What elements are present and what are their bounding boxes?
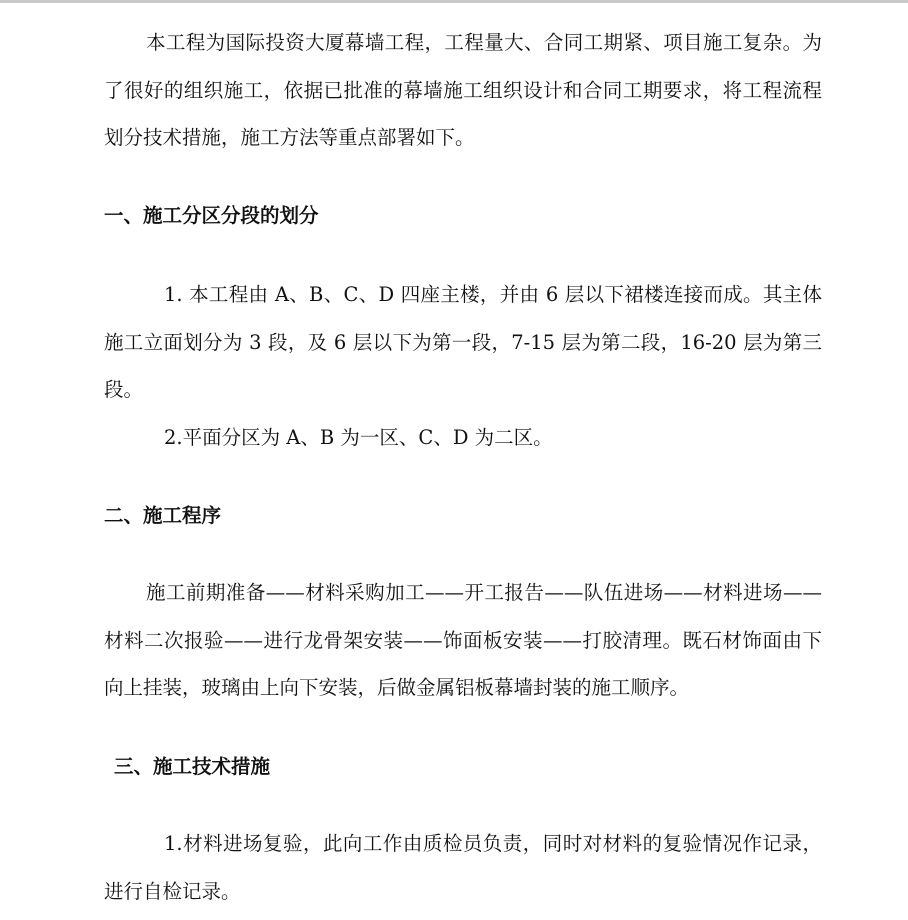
section-2-heading: 二、施工程序 <box>104 504 222 527</box>
section-2-paragraph: 施工前期准备——材料采购加工——开工报告——队伍进场——材料进场——材料二次报验——进行龙骨架安装——饰面板安装——打胶清理。既石材饰面由下向上挂装，玻璃由上向下安装，后做金属铝板幕墙封装的施工顺序。 <box>104 581 822 699</box>
section-1-item-1: 1. 本工程由 A、B、C、D 四座主楼，并由 6 层以下裙楼连接而成。其主体施工立面划分为 3 段，及 6 层以下为第一段，7-15 层为第二段，16-20 层为第三段。 <box>104 283 822 401</box>
section-1-heading: 一、施工分区分段的划分 <box>104 204 319 227</box>
section-3-heading: 三、施工技术措施 <box>114 755 271 778</box>
intro-paragraph: 本工程为国际投资大厦幕墙工程，工程量大、合同工期紧、项目施工复杂。为了很好的组织施工，依据已批准的幕墙施工组织设计和合同工期要求，将工程流程划分技术措施，施工方法等重点部署如下。 <box>104 31 822 149</box>
section-3-item-1: 1.材料进场复验，此向工作由质检员负责，同时对材料的复验情况作记录，进行自检记录。 <box>104 832 822 903</box>
section-1-item-2: 2.平面分区为 A、B 为一区、C、D 为二区。 <box>164 426 553 449</box>
page-top-border <box>0 0 908 3</box>
